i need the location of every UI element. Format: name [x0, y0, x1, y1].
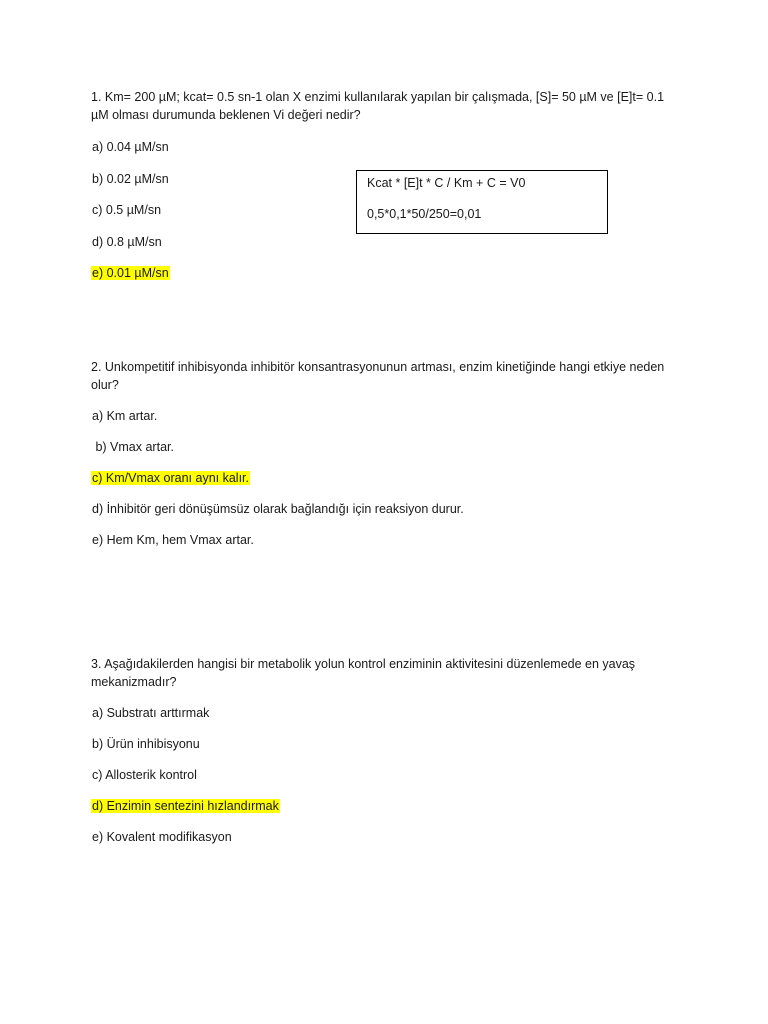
question-3-stem: 3. Aşağıdakilerden hangisi bir metabolik yolun kontrol enziminin aktivitesini düzenlemede en yavaş mekanizmadır?: [91, 657, 636, 689]
q2-option-a: a) Km artar.: [92, 409, 158, 423]
formula-line-2: 0,5*0,1*50/250=0,01: [367, 207, 482, 221]
q2-option-d: d) İnhibitör geri dönüşümsüz olarak bağlandığı için reaksiyon durur.: [92, 502, 464, 516]
q2-option-e: e) Hem Km, hem Vmax artar.: [92, 533, 254, 547]
q3-option-b: b) Ürün inhibisyonu: [92, 737, 200, 751]
question-3: [91, 655, 671, 691]
q3-option-e: e) Kovalent modifikasyon: [92, 830, 232, 844]
q1-option-b: b) 0.02 µM/sn: [92, 172, 169, 186]
q3-option-d-highlighted: d) Enzimin sentezini hızlandırmak: [92, 799, 279, 813]
question-2-stem: 2. Unkompetitif inhibisyonda inhibitör konsantrasyonunun artması, enzim kinetiğinde hangi etkiye neden olur?: [91, 360, 665, 392]
question-1-stem: 1. Km= 200 µM; kcat= 0.5 sn-1 olan X enzimi kullanılarak yapılan bir çalışmada, [S]= 50 µM ve [E]t= 0.1 µM olması durumunda beklenen Vi değeri nedir?: [91, 90, 665, 122]
question-1: [91, 88, 671, 124]
q2-option-c-highlighted: c) Km/Vmax oranı aynı kalır.: [92, 471, 249, 485]
question-2: [91, 358, 671, 394]
q1-option-a: a) 0.04 µM/sn: [92, 140, 169, 154]
q2-option-b: b) Vmax artar.: [92, 440, 174, 454]
q1-option-c: c) 0.5 µM/sn: [92, 203, 162, 217]
q3-option-c: c) Allosterik kontrol: [92, 768, 197, 782]
formula-box: [356, 170, 608, 234]
formula-line-1: Kcat * [E]t * C / Km + C = V0: [367, 176, 526, 190]
q1-option-e-highlighted: e) 0.01 µM/sn: [92, 266, 169, 280]
q3-option-a: a) Substratı arttırmak: [92, 706, 210, 720]
q1-option-d: d) 0.8 µM/sn: [92, 235, 162, 249]
